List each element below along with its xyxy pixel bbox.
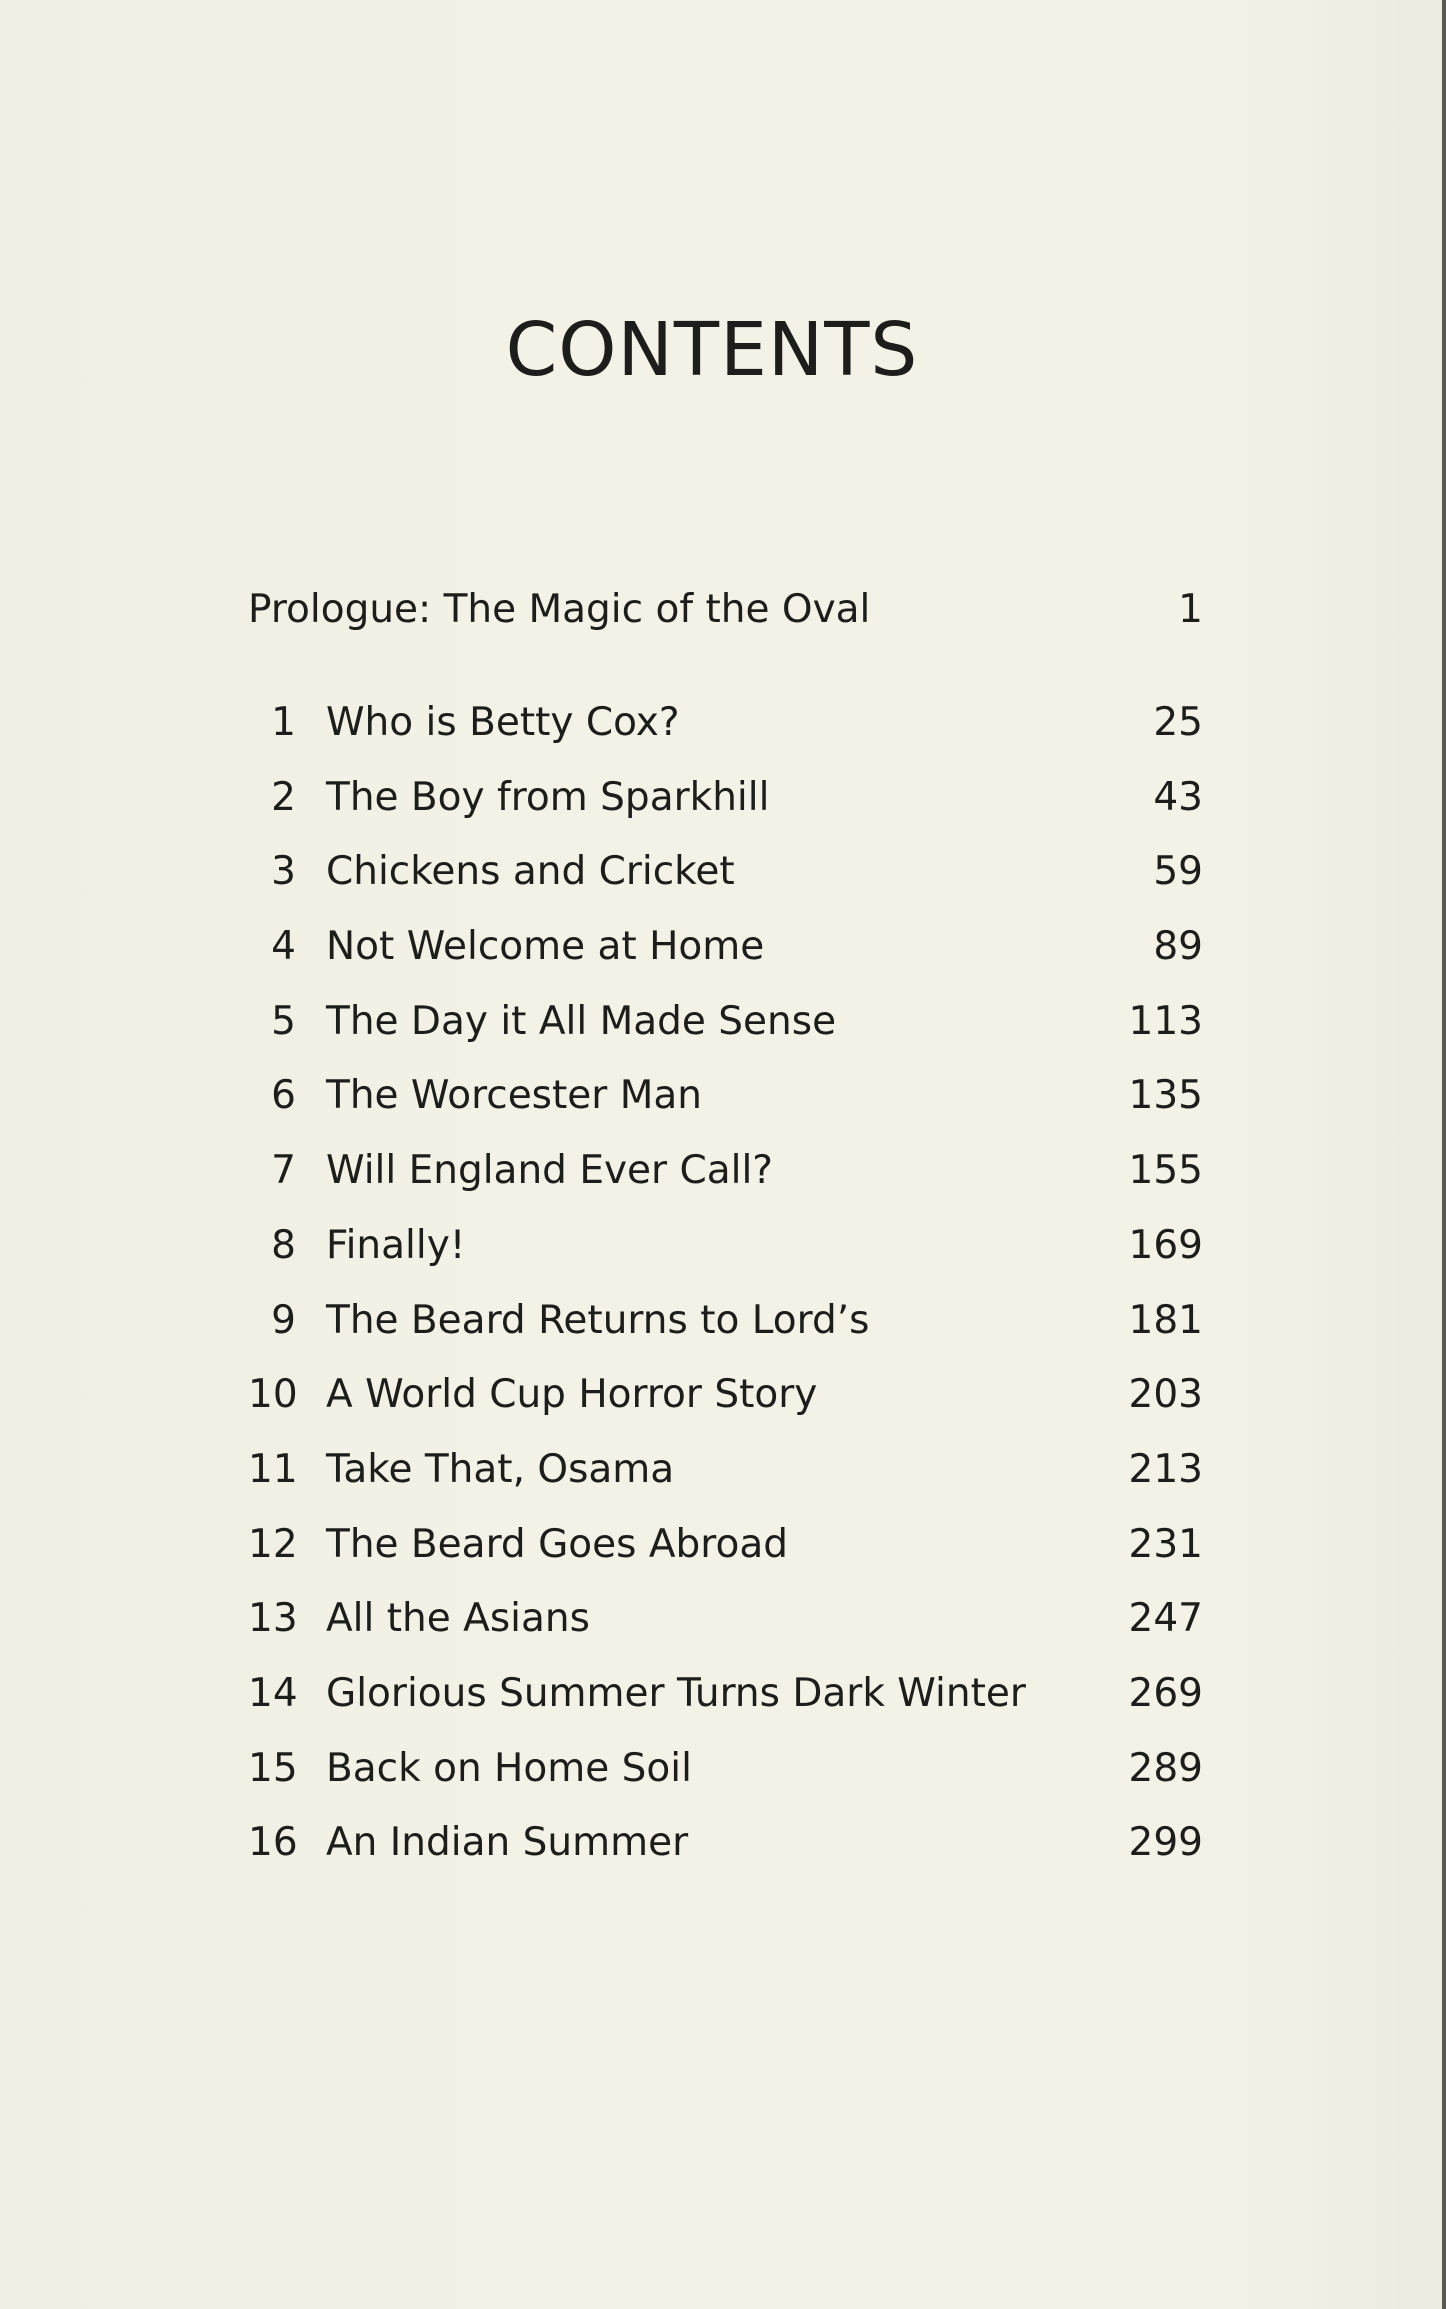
chapter-number: 4 bbox=[271, 924, 296, 970]
chapter-title: The Boy from Sparkhill bbox=[326, 774, 770, 820]
chapter-page-number: 269 bbox=[1128, 1670, 1203, 1716]
page-title: CONTENTS bbox=[505, 307, 919, 393]
chapter-title: Chickens and Cricket bbox=[326, 849, 735, 895]
chapter-page-number: 203 bbox=[1128, 1372, 1203, 1418]
chapter-number: 9 bbox=[271, 1297, 296, 1343]
chapter-page-number: 169 bbox=[1128, 1222, 1203, 1268]
prologue-title: Prologue: The Magic of the Oval bbox=[248, 587, 871, 632]
chapter-number: 10 bbox=[248, 1372, 298, 1418]
chapter-number: 12 bbox=[248, 1521, 298, 1567]
chapter-number: 14 bbox=[248, 1670, 298, 1716]
chapter-title: An Indian Summer bbox=[326, 1820, 689, 1866]
toc-chapter-entry bbox=[248, 1066, 1203, 1141]
chapter-title: The Beard Goes Abroad bbox=[326, 1521, 789, 1567]
chapter-title: Will England Ever Call? bbox=[326, 1148, 773, 1194]
chapter-page-number: 25 bbox=[1153, 700, 1203, 745]
chapter-number: 3 bbox=[271, 849, 296, 895]
chapter-number: 15 bbox=[248, 1745, 298, 1791]
chapter-page-number: 289 bbox=[1128, 1745, 1203, 1791]
chapter-page-number: 89 bbox=[1153, 924, 1203, 970]
toc-chapter-entry bbox=[248, 693, 1203, 768]
chapter-page-number: 43 bbox=[1153, 774, 1203, 820]
chapter-title: Glorious Summer Turns Dark Winter bbox=[326, 1670, 1026, 1716]
toc-chapter-entry bbox=[248, 992, 1203, 1067]
chapter-number: 8 bbox=[271, 1222, 296, 1268]
toc-chapter-entry bbox=[248, 1291, 1203, 1366]
toc-chapter-entry bbox=[248, 1589, 1203, 1664]
chapter-page-number: 299 bbox=[1128, 1820, 1203, 1866]
chapter-title: The Worcester Man bbox=[326, 1073, 702, 1119]
chapter-number: 13 bbox=[248, 1596, 298, 1642]
toc-chapter-entry bbox=[248, 1365, 1203, 1440]
chapter-title: A World Cup Horror Story bbox=[326, 1372, 818, 1418]
toc-chapter-entry bbox=[248, 1216, 1203, 1291]
toc-chapter-entry bbox=[248, 1664, 1203, 1739]
chapter-page-number: 155 bbox=[1128, 1148, 1203, 1194]
chapter-number: 7 bbox=[271, 1148, 296, 1194]
chapter-number: 11 bbox=[248, 1446, 298, 1492]
chapter-title: The Day it All Made Sense bbox=[326, 998, 837, 1044]
toc-chapter-entry bbox=[248, 1440, 1203, 1515]
chapter-page-number: 213 bbox=[1128, 1446, 1203, 1492]
chapter-number: 5 bbox=[271, 998, 296, 1044]
chapter-page-number: 231 bbox=[1128, 1521, 1203, 1567]
toc-chapter-entry bbox=[248, 1813, 1203, 1888]
chapter-page-number: 113 bbox=[1128, 998, 1203, 1044]
chapter-title: The Beard Returns to Lord’s bbox=[326, 1297, 870, 1343]
chapter-number: 16 bbox=[248, 1820, 298, 1866]
chapter-title: Take That, Osama bbox=[326, 1446, 675, 1492]
toc-chapter-entry bbox=[248, 917, 1203, 992]
chapter-page-number: 59 bbox=[1153, 849, 1203, 895]
chapter-title: Finally! bbox=[326, 1222, 466, 1268]
chapter-page-number: 247 bbox=[1128, 1596, 1203, 1642]
toc-chapter-entry bbox=[248, 1739, 1203, 1814]
chapter-number: 1 bbox=[271, 700, 296, 745]
chapter-page-number: 181 bbox=[1128, 1297, 1203, 1343]
toc-chapter-entry bbox=[248, 768, 1203, 843]
chapter-title: Not Welcome at Home bbox=[326, 924, 765, 970]
toc-chapter-entry bbox=[248, 1515, 1203, 1590]
chapter-title: Back on Home Soil bbox=[326, 1745, 692, 1791]
chapter-title: All the Asians bbox=[326, 1596, 590, 1642]
chapter-number: 6 bbox=[271, 1073, 296, 1119]
toc-prologue-entry bbox=[248, 580, 1203, 640]
toc-chapter-entry bbox=[248, 1141, 1203, 1216]
chapter-list bbox=[248, 693, 1203, 1888]
prologue-page-number: 1 bbox=[1178, 587, 1203, 632]
chapter-page-number: 135 bbox=[1128, 1073, 1203, 1119]
chapter-number: 2 bbox=[271, 774, 296, 820]
chapter-title: Who is Betty Cox? bbox=[326, 700, 680, 745]
toc-chapter-entry bbox=[248, 842, 1203, 917]
